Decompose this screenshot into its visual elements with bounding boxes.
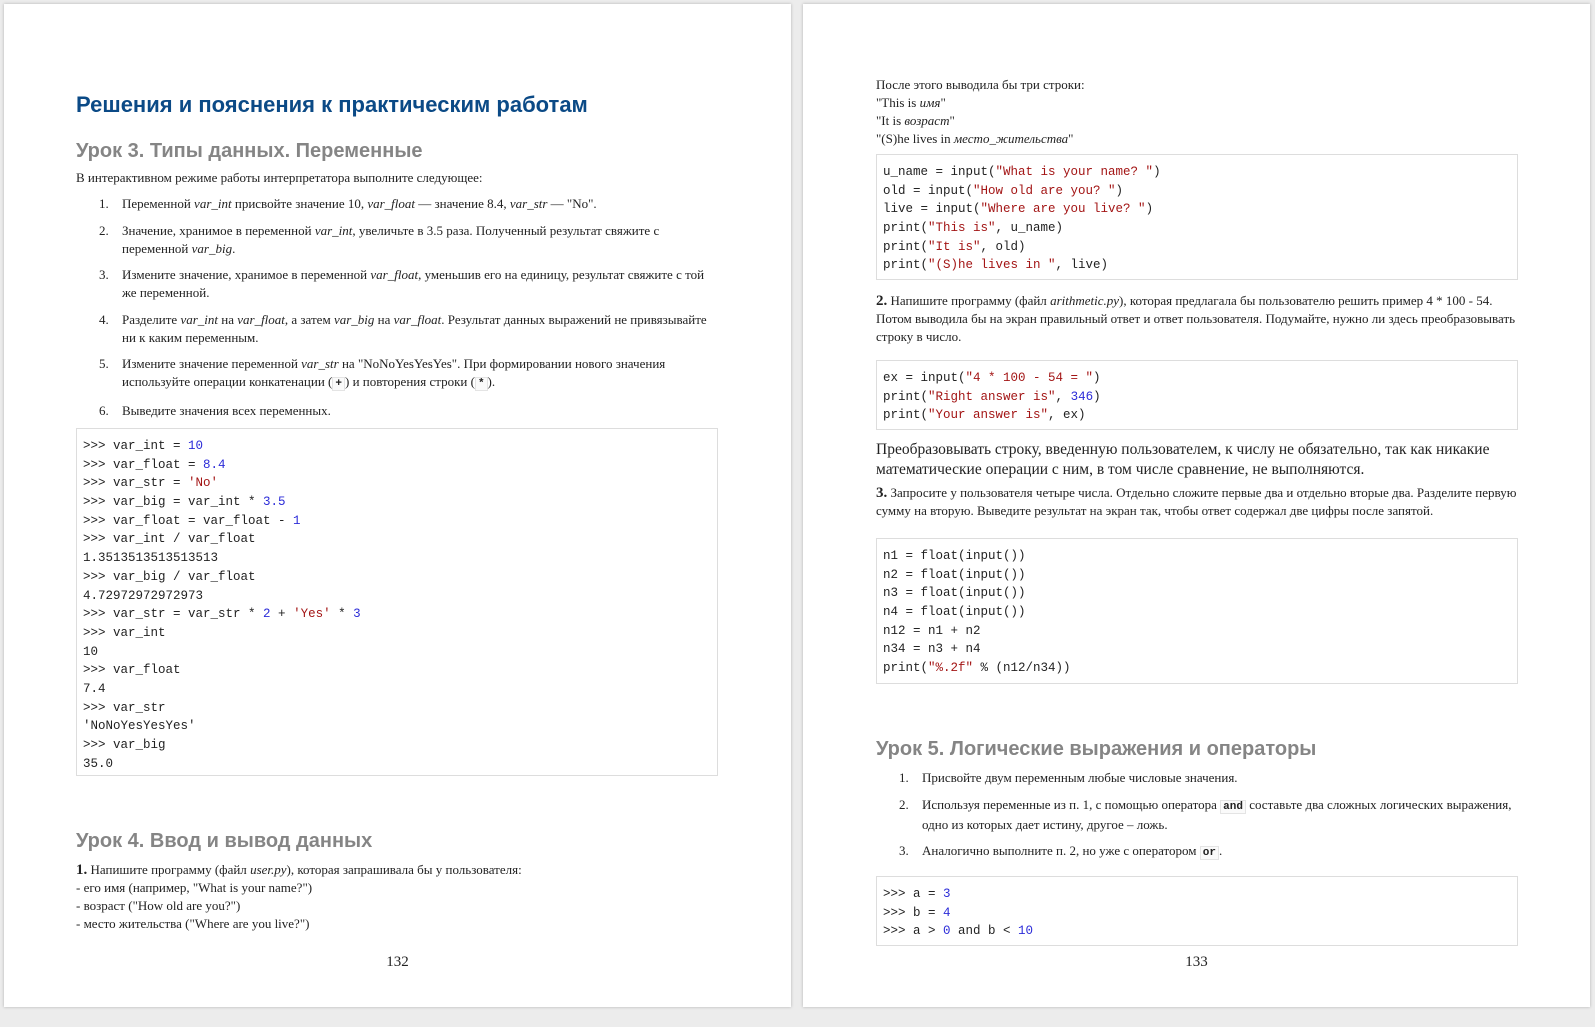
line (876, 130, 1085, 148)
text: на "NoNoYesYesYes". При формировании нового значения используйте операции конкатенации ( (122, 356, 666, 389)
italic-term: место_жительства (953, 131, 1069, 146)
inline-code: * (475, 377, 488, 391)
task-item (76, 266, 716, 302)
string-literal: "It is" (928, 239, 981, 254)
text: ) и повторения строки ( (344, 374, 475, 389)
code-token: 1.3513513513513513 (83, 551, 219, 566)
code-token: , (1055, 389, 1071, 404)
text: После этого выводила бы три строки: (876, 77, 1085, 92)
code-token: >>> a = (883, 887, 944, 901)
code-line (883, 904, 1511, 923)
text: , а затем (284, 311, 334, 327)
task-item (76, 402, 716, 420)
text: ), которая запрашивала бы у пользователя: (286, 862, 522, 877)
lesson4-task1 (76, 861, 522, 879)
code-line (883, 659, 1511, 678)
item-number: 4. (99, 311, 109, 327)
code-token: print( (883, 258, 929, 273)
code-token: >>> var_float = var_float - (83, 513, 294, 528)
string-literal: "%.2f" (928, 661, 974, 676)
text: " (940, 95, 946, 110)
italic-term: var_str (301, 356, 339, 371)
task-item (76, 355, 716, 393)
code-token: >>> var_float (83, 663, 181, 678)
code-line (83, 699, 711, 718)
line: - место жительства ("Where are you live?") (76, 916, 310, 931)
page-number: 133 (1185, 954, 1208, 970)
code-token: ) (1115, 183, 1124, 198)
text: Значение, хранимое в переменной (122, 222, 315, 238)
code-line (883, 922, 1511, 941)
code-token: >>> var_str = var_str * (83, 607, 264, 622)
italic-term: имя (919, 95, 941, 110)
italic-term: var_str (509, 196, 548, 211)
text: — "No". (547, 196, 597, 211)
lesson3-intro: В интерактивном режиме работы интерпретатора выполните следующее: (76, 170, 483, 185)
code-line (883, 885, 1511, 904)
code-line (83, 643, 711, 662)
string-literal: "Your answer is" (928, 408, 1049, 423)
text: присвойте значение 10, (231, 196, 368, 211)
code-token: >>> var_big = var_int * (83, 495, 264, 510)
lesson3-code-block (76, 428, 718, 776)
page-number: 132 (386, 954, 409, 970)
code-token: , old) (980, 239, 1026, 254)
task2 (876, 292, 1526, 346)
line (876, 94, 1085, 112)
lesson3-heading: Урок 3. Типы данных. Переменные (76, 140, 423, 162)
text: "This is (876, 95, 920, 110)
code-line (883, 566, 1511, 585)
code-line (883, 388, 1511, 407)
page-132 (4, 4, 791, 1007)
string-literal: "Where are you live? " (980, 202, 1146, 217)
code-token: 4.72972972972973 (83, 588, 204, 603)
code-token: print( (883, 661, 929, 676)
code-token: 7.4 (83, 681, 106, 696)
task-item (876, 796, 1516, 834)
code-line (883, 406, 1511, 425)
inline-code: + (332, 377, 345, 391)
task3-code-block (876, 538, 1518, 684)
text: Переменной (122, 196, 195, 211)
item-number: 3. (99, 267, 109, 282)
task-number: 3. (876, 485, 888, 501)
italic-term: var_float (393, 311, 442, 327)
output-description (876, 76, 1085, 148)
code-line (83, 493, 711, 512)
text: — значение 8.4, (415, 196, 510, 211)
code-line (83, 661, 711, 680)
code-token: n4 = float(input()) (883, 605, 1026, 620)
code-token: print( (883, 239, 929, 254)
code-token: , live) (1055, 258, 1109, 273)
code-token: >>> var_str = (83, 476, 189, 491)
code-line (883, 163, 1511, 182)
task-item (76, 311, 716, 347)
user-py-code-block (876, 154, 1518, 280)
text: Присвойте двум переменным любые числовые значения. (922, 770, 1238, 785)
text: Используя переменные из п. 1, с помощью оператора (922, 796, 1221, 812)
line (876, 76, 1085, 94)
code-token: print( (883, 389, 929, 404)
text: Измените значение, хранимое в переменной (122, 267, 371, 282)
code-line (883, 238, 1511, 257)
code-token: ) (1145, 202, 1154, 217)
text: " (1068, 131, 1074, 146)
text: Аналогично выполните п. 2, но уже с оператором (922, 843, 1200, 858)
number-literal: 3.5 (263, 495, 286, 510)
code-token: old = input( (883, 183, 974, 198)
italic-term: var_float (370, 267, 419, 282)
code-token: , ex) (1048, 408, 1086, 423)
text: Разделите (122, 311, 181, 327)
code-token: ) (1093, 389, 1101, 404)
text: . (232, 240, 236, 256)
text: . Результат данных выражений не привязывайте ни к каким переменным. (122, 311, 707, 345)
code-token: 10 (83, 644, 99, 659)
line: - его имя (например, "What is your name?") (76, 880, 313, 895)
code-line (83, 456, 711, 475)
number-literal: 10 (188, 439, 204, 453)
text: , увеличьте в 3.5 раза. Полученный результат свяжите с переменной (122, 222, 660, 256)
lesson5-heading: Урок 5. Логические выражения и операторы (876, 738, 1317, 760)
code-token: live = input( (883, 202, 981, 217)
italic-term: user.py (250, 862, 287, 877)
code-token: u_name = input( (883, 165, 996, 179)
italic-term: var_int (180, 311, 218, 327)
number-literal: 1 (293, 513, 301, 528)
text: , уменьшив его на единицу, результат свяжите с той же переменной. (122, 267, 705, 300)
number-literal: 2 (263, 607, 271, 622)
code-token: >>> var_str (83, 700, 166, 715)
lesson4-heading: Урок 4. Ввод и вывод данных (76, 830, 373, 852)
string-literal: "How old are you? " (973, 183, 1116, 198)
code-token: n12 = n1 + n2 (883, 623, 981, 638)
number-literal: 3 (943, 887, 951, 901)
task-item (76, 195, 716, 213)
code-line (883, 547, 1511, 566)
item-number: 2. (899, 796, 909, 812)
code-token: >>> var_int (83, 625, 166, 640)
code-token: >>> var_big / var_float (83, 569, 256, 584)
text: Запросите у пользователя четыре числа. Отдельно сложите первые два и отдельно вторые два. Разделите первую сумму на вторую. Выведите результат на экран так, чтобы ответ содержал две цифры после запятой. (876, 485, 1517, 518)
code-line (883, 584, 1511, 603)
code-line (83, 437, 711, 456)
string-literal: "(S)he lives in " (928, 258, 1056, 273)
task-number: 1. (76, 862, 88, 878)
code-token: % (n12/n34)) (973, 661, 1071, 676)
number-literal: 10 (1018, 924, 1034, 939)
italic-term: arithmetic.py (1050, 293, 1120, 308)
line (876, 112, 1085, 130)
task-item (876, 842, 1516, 862)
code-line (83, 755, 711, 774)
item-number: 6. (99, 402, 109, 418)
code-line (883, 622, 1511, 641)
code-line (83, 680, 711, 699)
text: "It is (876, 113, 905, 128)
code-token: + (270, 607, 294, 622)
code-token: * (330, 607, 354, 622)
task2-answer: Преобразовывать строку, введенную пользователем, к числу не обязательно, так как никакие математические операции с ним, в том числе сравнение, не выполняются. (876, 441, 1490, 478)
code-token: n3 = float(input()) (883, 586, 1026, 601)
text: на (218, 311, 238, 327)
number-literal: 4 (943, 905, 951, 920)
string-literal: 'Yes' (293, 607, 331, 622)
code-line (83, 549, 711, 568)
code-token: 35.0 (83, 756, 114, 771)
code-line (83, 736, 711, 755)
number-literal: 0 (943, 924, 951, 939)
task-number: 2. (876, 293, 888, 309)
code-token: >>> var_big (83, 738, 166, 752)
inline-code: and (1220, 800, 1246, 814)
code-line (83, 587, 711, 606)
page-133 (803, 4, 1590, 1007)
code-token: n2 = float(input()) (883, 567, 1026, 582)
code-line (83, 530, 711, 549)
inline-code: or (1200, 846, 1219, 860)
code-token: ) (1153, 165, 1161, 179)
code-token: >>> var_float = (83, 457, 204, 472)
string-literal: "Right answer is" (928, 389, 1056, 404)
code-line (883, 256, 1511, 275)
lesson5-task-list (876, 769, 1516, 871)
code-token: >>> a > (883, 924, 944, 939)
code-token: >>> b = (883, 905, 944, 920)
code-token: ) (1093, 371, 1101, 385)
item-number: 2. (99, 222, 109, 238)
text: "(S)he lives in (876, 131, 954, 146)
item-number: 1. (899, 770, 909, 785)
text: " (949, 113, 955, 128)
text: составьте два сложных логических выражения, одно из которых дает истину, другое – ложь. (922, 796, 1512, 832)
text: ), которая предлагала бы пользователю решить пример 4 * 100 - 54. Потом выводила бы на экран правильный ответ и ответ пользователя. Подумайте, нужно ли здесь преобразовывать строку в число. (876, 293, 1516, 344)
code-token: n34 = n3 + n4 (883, 642, 981, 657)
code-line (883, 200, 1511, 219)
text: Напишите программу (файл (887, 293, 1051, 308)
item-number: 5. (99, 356, 109, 371)
item-number: 1. (99, 196, 109, 211)
number-literal: 3 (353, 607, 361, 622)
code-line (883, 182, 1511, 201)
italic-term: var_int (194, 196, 232, 211)
lesson5-code-block (876, 876, 1518, 946)
task3 (876, 484, 1526, 520)
italic-term: var_float (237, 311, 285, 327)
code-token: ex = input( (883, 371, 966, 385)
code-line (83, 512, 711, 531)
arithmetic-code-block (876, 360, 1518, 430)
text: ). (487, 374, 496, 389)
code-line (83, 605, 711, 624)
code-line (883, 640, 1511, 659)
code-line (83, 717, 711, 736)
task-item (76, 222, 716, 258)
code-token: >>> var_int = (83, 439, 189, 453)
string-literal: "4 * 100 - 54 = " (965, 371, 1094, 385)
code-token: >>> var_int / var_float (83, 532, 256, 547)
task-item (876, 769, 1516, 787)
text: . (1218, 843, 1223, 858)
italic-term: var_big (333, 311, 375, 327)
code-token: and b < (950, 924, 1019, 939)
code-line (83, 624, 711, 643)
page-title: Решения и пояснения к практическим работам (76, 92, 588, 117)
string-literal: "This is" (928, 221, 996, 236)
text: Выведите значения всех переменных. (122, 402, 331, 418)
text: Измените значение переменной (122, 356, 302, 371)
italic-term: var_float (367, 196, 416, 211)
code-token: n1 = float(input()) (883, 549, 1026, 563)
italic-term: var_int (314, 222, 353, 238)
item-number: 3. (899, 843, 909, 858)
code-line (883, 369, 1511, 388)
text: Напишите программу (файл (87, 862, 251, 877)
text: на (374, 311, 394, 327)
lesson4-task1-lines (76, 879, 312, 933)
string-literal: "What is your name? " (995, 165, 1154, 179)
code-token: print( (883, 221, 929, 236)
code-line (883, 603, 1511, 622)
number-literal: 346 (1070, 389, 1094, 404)
italic-term: var_big (191, 240, 233, 256)
code-token: , u_name) (995, 221, 1064, 236)
code-line (83, 568, 711, 587)
line: - возраст ("How old are you?") (76, 898, 241, 913)
code-token: print( (883, 408, 929, 423)
code-line (883, 219, 1511, 238)
code-line (83, 474, 711, 493)
string-literal: 'No' (188, 476, 219, 491)
italic-term: возраст (904, 113, 950, 128)
number-literal: 8.4 (203, 457, 226, 472)
lesson3-task-list (76, 195, 716, 428)
code-token: 'NoNoYesYesYes' (83, 719, 196, 734)
